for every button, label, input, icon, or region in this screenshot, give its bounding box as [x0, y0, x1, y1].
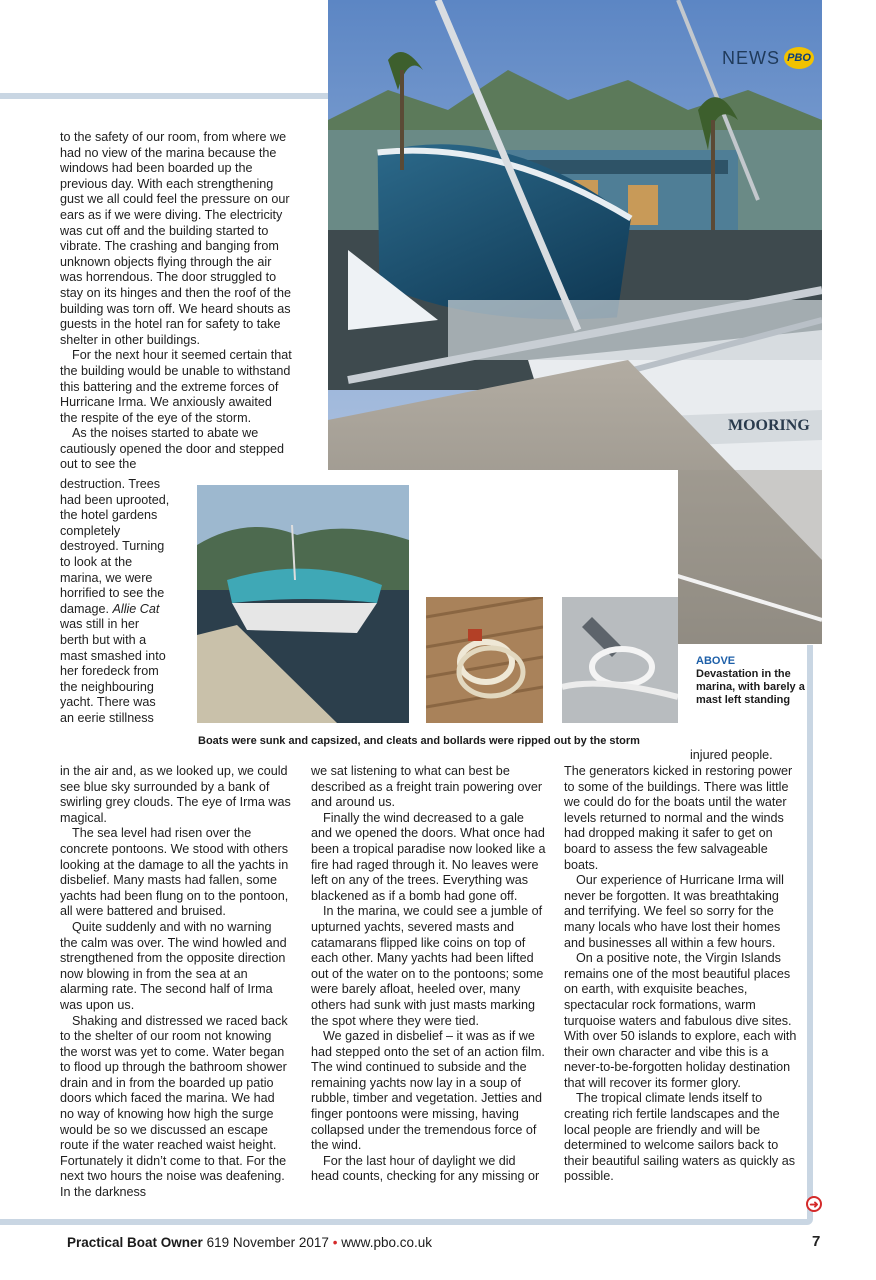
paragraph: In the marina, we could see a jumble of upturned yachts, severed masts and catamarans flipped like coins on top of each other. Many yachts had been lifted out of the water on to the pontoons; some were barely afloat, heeled over, many others had sunk with just masts marking the spot where they were tied.: [311, 904, 544, 1028]
text-run: was still in her berth but with a mast smashed into her foredeck from the neighbouring yacht. There was an eerie stillness: [60, 617, 166, 725]
pbo-logo-icon: PBO: [784, 47, 814, 69]
inset-caption: Boats were sunk and capsized, and cleats and bollards were ripped out by the storm: [198, 735, 640, 747]
frame-rule-bottom: [0, 1219, 813, 1225]
main-photo-caption: [696, 655, 808, 707]
caption-text: Devastation in the marina, with barely a mast left standing: [696, 668, 805, 706]
frame-rule-right: [807, 645, 813, 1220]
paragraph: Shaking and distressed we raced back to the shelter of our room not knowing the worst was yet to come. Water began to flood up through the bathroom shower drain and in from the boarded up patio doors which faced the marina. We had no way of knowing how high the surge would be so we discussed an escape route if the water reached waist height. Fortunately it didn’t come to that. For the next two hours the noise was deafening. In the darkness: [60, 1013, 288, 1200]
continue-arrow-icon: ➜: [806, 1196, 822, 1212]
paragraph: [60, 477, 170, 727]
body-column-3: [564, 764, 799, 1185]
body-column-1-upper: [60, 130, 292, 473]
inset-photo-bollard-rope: [562, 597, 678, 723]
paragraph: As the noises started to abate we cautiously opened the door and stepped out to see the: [60, 426, 285, 472]
paragraph: Our experience of Hurricane Irma will never be forgotten. It was breathtaking and terrifying. We feel so sorry for the many locals who have lost their homes and businesses all within a few hours.: [564, 873, 784, 950]
paragraph: For the last hour of daylight we did head counts, checking for any missing or: [311, 1153, 540, 1184]
paragraph: in the air and, as we looked up, we could see blue sky surrounded by a bank of swirling grey clouds. The eye of Irma was magical.: [60, 764, 291, 825]
paragraph: Finally the wind decreased to a gale and we opened the doors. What once had been a tropical paradise now looked like a fire had raged through it. No leaves were left on any of the trees. Everything was blackened as if a bomb had gone off.: [311, 810, 546, 903]
inset-photo-cleat-rope: [426, 597, 543, 723]
paragraph: On a positive note, the Virgin Islands remains one of the most beautiful places on earth, with exquisite beaches, spectacular rock formations, warm turquoise waters and fabulous dive sites. With over 50 islands to explore, each with their own character and vibe this is a never-to-be-forgotten holiday destination that will recover its former glory.: [564, 951, 797, 1090]
magazine-name: Practical Boat Owner: [67, 1235, 203, 1250]
body-column-2: [311, 764, 547, 1185]
section-label: NEWS: [722, 47, 780, 68]
issue-info: 619 November 2017: [206, 1235, 329, 1250]
body-column-1-narrow: [60, 477, 170, 727]
paragraph: The generators kicked in restoring power to some of the buildings. There was little we could do for the boats until the water levels returned to normal and the winds had dropped making it safer to get on board to assess the few salvageable boats.: [564, 764, 793, 872]
body-column-3-top: [690, 748, 800, 764]
paragraph: to the safety of our room, from where we had no view of the marina because the windows had been boarded up the previous day. With each strengthening gust we all could feel the pressure on our ears as if we were diving. The electricity was cut off and the building started to vibrate. The crashing and banging from unknown objects flying through the air was horrendous. The door struggled to stay on its hinges and then the roof of the building was torn off. We heard shouts as guests in the hotel ran for safety to take shelter in other buildings.: [60, 130, 292, 347]
page-footer: [67, 1235, 432, 1250]
text-run: destruction. Trees had been uprooted, the hotel gardens completely destroyed. Turning to look at the marina, we were horrified to see the damage.: [60, 477, 170, 616]
paragraph: For the next hour it seemed certain that the building would be unable to withstand this battering and the extreme forces of Hurricane Irma. We anxiously awaited the respite of the eye of the storm.: [60, 348, 292, 425]
footer-separator: •: [332, 1235, 338, 1250]
website-url: www.pbo.co.uk: [341, 1235, 432, 1250]
page-number: 7: [812, 1233, 821, 1250]
top-rule: [0, 93, 330, 99]
paragraph: Quite suddenly and with no warning the calm was over. The wind howled and strengthened from the opposite direction now blowing in from the sea at an alarming rate. The second half of Irma was upon us.: [60, 919, 287, 1012]
inset-photo-capsized-boat: [197, 485, 409, 723]
caption-lead: ABOVE: [696, 655, 736, 667]
paragraph: injured people.: [690, 748, 773, 762]
paragraph: We gazed in disbelief – it was as if we had stepped onto the set of an action film. The wind continued to subside and the remaining yachts now lay in a soup of rubble, timber and vegetation. Jetties and finger pontoons were missing, having collapsed under the tremendous force of the wind.: [311, 1029, 545, 1153]
paragraph: we sat listening to what can best be described as a freight train powering over and around us.: [311, 764, 543, 810]
boat-name: Allie Cat: [112, 601, 160, 616]
paragraph: The tropical climate lends itself to creating rich fertile landscapes and the local people are friendly and will be determined to welcome sailors back to their beautiful sailing waters as quickly as possible.: [564, 1091, 795, 1184]
news-section-badge: [722, 47, 814, 69]
body-column-1-lower: [60, 764, 292, 1201]
paragraph: The sea level had risen over the concrete pontoons. We stood with others looking at the damage to all the yachts in disbelief. Many masts had fallen, some yachts had been flung on to the pontoon, all were battered and bruised.: [60, 826, 289, 919]
boat-name-text: MOORING: [728, 417, 810, 434]
